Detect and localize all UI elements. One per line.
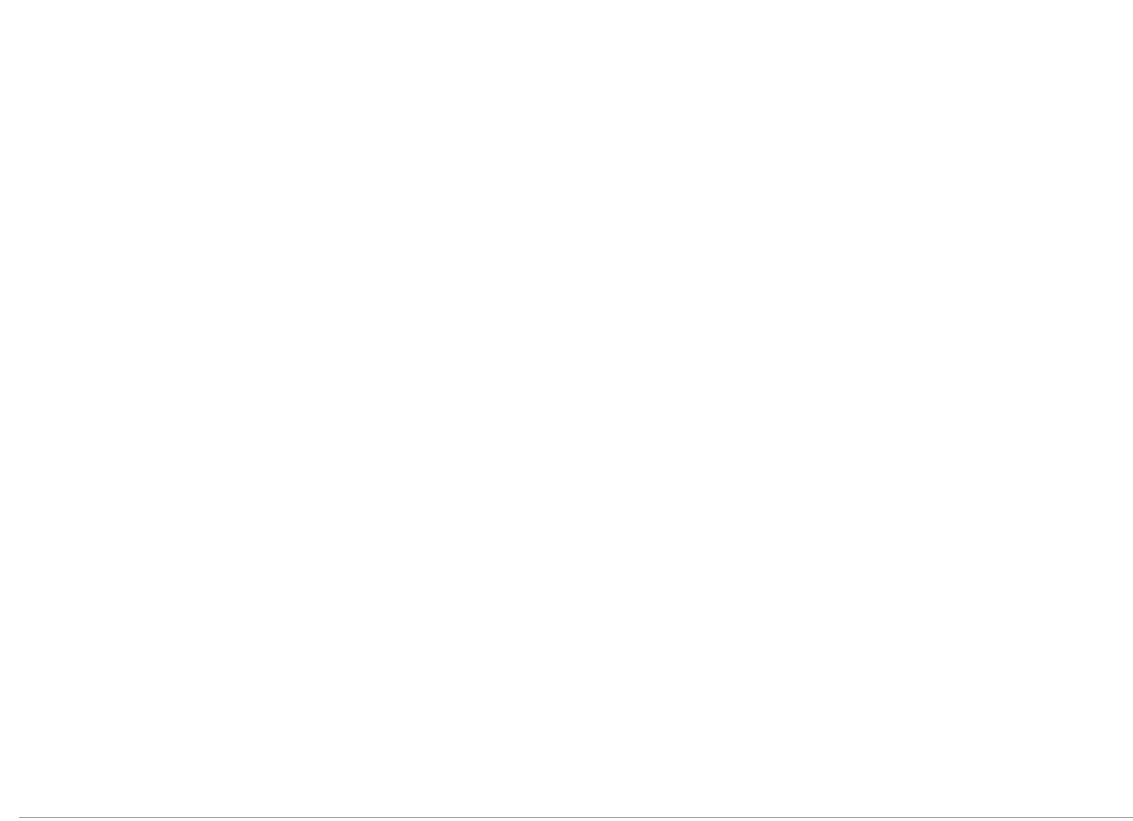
bottom-divider [19,817,1133,818]
